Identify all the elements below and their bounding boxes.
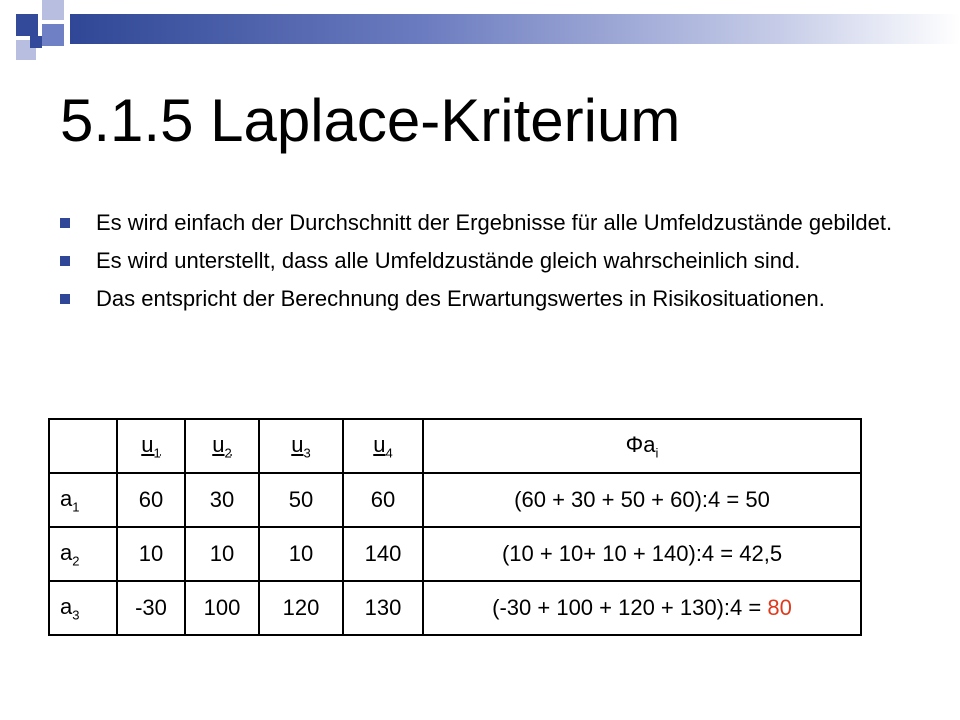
row-label: $a_2$ bbox=[49, 527, 117, 581]
table-header-row bbox=[49, 419, 861, 473]
cell-result: (10 + 10+ 10 + 140):4 = 42,5 bbox=[423, 527, 861, 581]
square-bullet-icon bbox=[60, 256, 70, 266]
cell-value: 30 bbox=[185, 473, 259, 527]
bullet-text: Es wird einfach der Durchschnitt der Ergebnisse für alle Umfeldzustände gebildet. bbox=[96, 210, 893, 235]
bullet-list bbox=[60, 210, 920, 324]
bullet-item bbox=[60, 248, 920, 274]
cell-value: 50 bbox=[259, 473, 343, 527]
cell-value: 120 bbox=[259, 581, 343, 635]
cell-value: 60 bbox=[343, 473, 423, 527]
header-empty-cell bbox=[49, 419, 117, 473]
header-u2: $u_2$ bbox=[185, 419, 259, 473]
header-u1: $u_1$ bbox=[117, 419, 185, 473]
row-label: $a_1$ bbox=[49, 473, 117, 527]
bullet-text: Das entspricht der Berechnung des Erwartungswertes in Risikosituationen. bbox=[96, 286, 825, 311]
cell-value: 140 bbox=[343, 527, 423, 581]
table-row bbox=[49, 527, 861, 581]
table-row bbox=[49, 581, 861, 635]
decor-square-light bbox=[42, 0, 64, 20]
decor-square-dark-2 bbox=[30, 36, 42, 48]
cell-value: 130 bbox=[343, 581, 423, 635]
square-bullet-icon bbox=[60, 218, 70, 228]
header-phi: $\Phi a_i$ bbox=[423, 419, 861, 473]
bullet-text: Es wird unterstellt, dass alle Umfeldzustände gleich wahrscheinlich sind. bbox=[96, 248, 801, 273]
cell-result: (-30 + 100 + 120 + 130):4 = 80 bbox=[423, 581, 861, 635]
cell-value: 10 bbox=[259, 527, 343, 581]
laplace-table bbox=[48, 418, 862, 636]
result-highlight: 80 bbox=[767, 595, 792, 620]
bullet-item bbox=[60, 210, 920, 236]
bullet-item bbox=[60, 286, 920, 312]
decor-square-mid bbox=[42, 24, 64, 46]
decor-square-dark bbox=[16, 14, 38, 36]
cell-value: 100 bbox=[185, 581, 259, 635]
square-bullet-icon bbox=[60, 294, 70, 304]
slide-title: 5.1.5 Laplace-Kriterium bbox=[60, 87, 681, 154]
header-u3: $u_3$ bbox=[259, 419, 343, 473]
row-label: $a_3$ bbox=[49, 581, 117, 635]
cell-value: 10 bbox=[117, 527, 185, 581]
cell-value: -30 bbox=[117, 581, 185, 635]
cell-result: (60 + 30 + 50 + 60):4 = 50 bbox=[423, 473, 861, 527]
header-gradient-bar bbox=[70, 14, 960, 44]
header-u4: $u_4$ bbox=[343, 419, 423, 473]
cell-value: 60 bbox=[117, 473, 185, 527]
cell-value: 10 bbox=[185, 527, 259, 581]
table-row bbox=[49, 473, 861, 527]
